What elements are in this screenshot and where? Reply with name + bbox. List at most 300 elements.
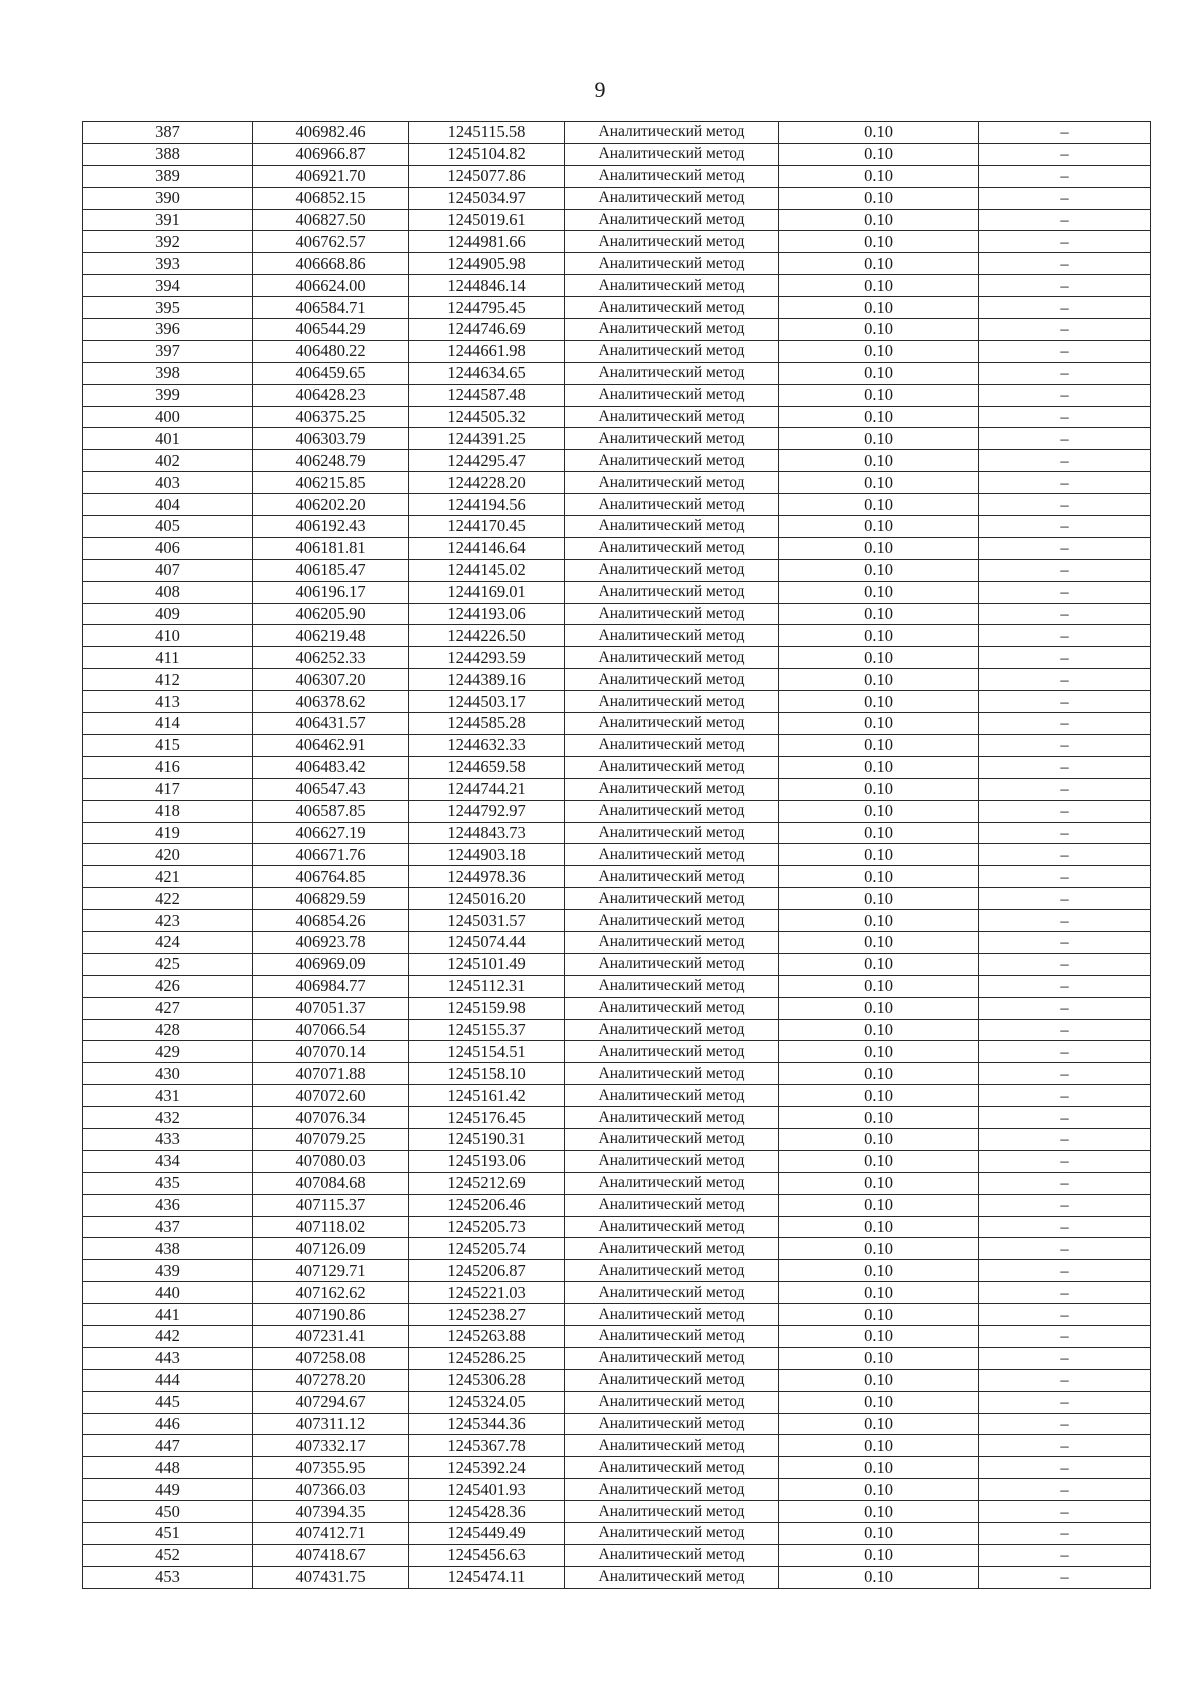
- accuracy-cell: 0.10: [779, 910, 979, 932]
- table-row: [83, 1435, 1151, 1457]
- note-cell: –: [979, 975, 1151, 997]
- method-cell: Аналитический метод: [565, 450, 779, 472]
- y-coordinate-cell: 1244228.20: [409, 472, 565, 494]
- accuracy-cell: 0.10: [779, 647, 979, 669]
- x-coordinate-cell: 406185.47: [253, 559, 409, 581]
- accuracy-cell: 0.10: [779, 275, 979, 297]
- x-coordinate-cell: 406248.79: [253, 450, 409, 472]
- accuracy-cell: 0.10: [779, 581, 979, 603]
- point-number-cell: 401: [83, 428, 253, 450]
- table-row: [83, 340, 1151, 362]
- point-number-cell: 396: [83, 319, 253, 341]
- point-number-cell: 426: [83, 975, 253, 997]
- accuracy-cell: 0.10: [779, 1347, 979, 1369]
- note-cell: –: [979, 472, 1151, 494]
- table-row: [83, 1063, 1151, 1085]
- y-coordinate-cell: 1245344.36: [409, 1413, 565, 1435]
- x-coordinate-cell: 407072.60: [253, 1085, 409, 1107]
- point-number-cell: 448: [83, 1457, 253, 1479]
- method-cell: Аналитический метод: [565, 1347, 779, 1369]
- point-number-cell: 433: [83, 1128, 253, 1150]
- accuracy-cell: 0.10: [779, 1128, 979, 1150]
- table-row: [83, 1523, 1151, 1545]
- note-cell: –: [979, 625, 1151, 647]
- note-cell: –: [979, 494, 1151, 516]
- point-number-cell: 407: [83, 559, 253, 581]
- point-number-cell: 413: [83, 691, 253, 713]
- point-number-cell: 447: [83, 1435, 253, 1457]
- y-coordinate-cell: 1244585.28: [409, 713, 565, 735]
- accuracy-cell: 0.10: [779, 537, 979, 559]
- note-cell: –: [979, 1501, 1151, 1523]
- table-row: [83, 1544, 1151, 1566]
- method-cell: Аналитический метод: [565, 1041, 779, 1063]
- note-cell: –: [979, 362, 1151, 384]
- accuracy-cell: 0.10: [779, 494, 979, 516]
- point-number-cell: 394: [83, 275, 253, 297]
- method-cell: Аналитический метод: [565, 362, 779, 384]
- accuracy-cell: 0.10: [779, 1544, 979, 1566]
- method-cell: Аналитический метод: [565, 713, 779, 735]
- accuracy-cell: 0.10: [779, 1107, 979, 1129]
- note-cell: –: [979, 756, 1151, 778]
- note-cell: –: [979, 910, 1151, 932]
- y-coordinate-cell: 1244659.58: [409, 756, 565, 778]
- point-number-cell: 422: [83, 888, 253, 910]
- table-row: [83, 450, 1151, 472]
- point-number-cell: 449: [83, 1479, 253, 1501]
- method-cell: Аналитический метод: [565, 669, 779, 691]
- method-cell: Аналитический метод: [565, 822, 779, 844]
- table-row: [83, 1479, 1151, 1501]
- note-cell: –: [979, 1457, 1151, 1479]
- method-cell: Аналитический метод: [565, 997, 779, 1019]
- point-number-cell: 412: [83, 669, 253, 691]
- table-row: [83, 209, 1151, 231]
- accuracy-cell: 0.10: [779, 800, 979, 822]
- accuracy-cell: 0.10: [779, 1282, 979, 1304]
- y-coordinate-cell: 1245193.06: [409, 1150, 565, 1172]
- note-cell: –: [979, 603, 1151, 625]
- method-cell: Аналитический метод: [565, 209, 779, 231]
- table-row: [83, 428, 1151, 450]
- y-coordinate-cell: 1244503.17: [409, 691, 565, 713]
- x-coordinate-cell: 407051.37: [253, 997, 409, 1019]
- y-coordinate-cell: 1244226.50: [409, 625, 565, 647]
- table-row: [83, 1238, 1151, 1260]
- x-coordinate-cell: 406252.33: [253, 647, 409, 669]
- table-row: [83, 1260, 1151, 1282]
- x-coordinate-cell: 407084.68: [253, 1172, 409, 1194]
- y-coordinate-cell: 1244746.69: [409, 319, 565, 341]
- table-row: [83, 734, 1151, 756]
- y-coordinate-cell: 1245367.78: [409, 1435, 565, 1457]
- method-cell: Аналитический метод: [565, 1282, 779, 1304]
- x-coordinate-cell: 407231.41: [253, 1325, 409, 1347]
- note-cell: –: [979, 669, 1151, 691]
- accuracy-cell: 0.10: [779, 844, 979, 866]
- method-cell: Аналитический метод: [565, 691, 779, 713]
- x-coordinate-cell: 406827.50: [253, 209, 409, 231]
- table-row: [83, 1107, 1151, 1129]
- accuracy-cell: 0.10: [779, 516, 979, 538]
- x-coordinate-cell: 407418.67: [253, 1544, 409, 1566]
- table-row: [83, 647, 1151, 669]
- y-coordinate-cell: 1244146.64: [409, 537, 565, 559]
- point-number-cell: 408: [83, 581, 253, 603]
- table-row: [83, 319, 1151, 341]
- point-number-cell: 438: [83, 1238, 253, 1260]
- method-cell: Аналитический метод: [565, 1479, 779, 1501]
- point-number-cell: 419: [83, 822, 253, 844]
- method-cell: Аналитический метод: [565, 428, 779, 450]
- accuracy-cell: 0.10: [779, 1085, 979, 1107]
- x-coordinate-cell: 407294.67: [253, 1391, 409, 1413]
- method-cell: Аналитический метод: [565, 1172, 779, 1194]
- accuracy-cell: 0.10: [779, 472, 979, 494]
- note-cell: –: [979, 1019, 1151, 1041]
- table-row: [83, 165, 1151, 187]
- x-coordinate-cell: 406671.76: [253, 844, 409, 866]
- y-coordinate-cell: 1244661.98: [409, 340, 565, 362]
- x-coordinate-cell: 407412.71: [253, 1523, 409, 1545]
- method-cell: Аналитический метод: [565, 559, 779, 581]
- y-coordinate-cell: 1244145.02: [409, 559, 565, 581]
- y-coordinate-cell: 1245238.27: [409, 1304, 565, 1326]
- table-row: [83, 669, 1151, 691]
- y-coordinate-cell: 1245212.69: [409, 1172, 565, 1194]
- table-row: [83, 822, 1151, 844]
- method-cell: Аналитический метод: [565, 122, 779, 144]
- table-row: [83, 866, 1151, 888]
- point-number-cell: 431: [83, 1085, 253, 1107]
- x-coordinate-cell: 406202.20: [253, 494, 409, 516]
- x-coordinate-cell: 407079.25: [253, 1128, 409, 1150]
- table-row: [83, 953, 1151, 975]
- method-cell: Аналитический метод: [565, 1216, 779, 1238]
- table-row: [83, 756, 1151, 778]
- method-cell: Аналитический метод: [565, 1063, 779, 1085]
- accuracy-cell: 0.10: [779, 866, 979, 888]
- table-row: [83, 603, 1151, 625]
- x-coordinate-cell: 406764.85: [253, 866, 409, 888]
- y-coordinate-cell: 1245205.73: [409, 1216, 565, 1238]
- y-coordinate-cell: 1245474.11: [409, 1566, 565, 1588]
- accuracy-cell: 0.10: [779, 253, 979, 275]
- point-number-cell: 390: [83, 187, 253, 209]
- table-row: [83, 975, 1151, 997]
- note-cell: –: [979, 1325, 1151, 1347]
- x-coordinate-cell: 407278.20: [253, 1369, 409, 1391]
- point-number-cell: 451: [83, 1523, 253, 1545]
- note-cell: –: [979, 800, 1151, 822]
- y-coordinate-cell: 1245101.49: [409, 953, 565, 975]
- point-number-cell: 427: [83, 997, 253, 1019]
- y-coordinate-cell: 1245016.20: [409, 888, 565, 910]
- note-cell: –: [979, 1085, 1151, 1107]
- x-coordinate-cell: 406483.42: [253, 756, 409, 778]
- note-cell: –: [979, 1347, 1151, 1369]
- accuracy-cell: 0.10: [779, 1041, 979, 1063]
- y-coordinate-cell: 1245306.28: [409, 1369, 565, 1391]
- table-row: [83, 888, 1151, 910]
- x-coordinate-cell: 406544.29: [253, 319, 409, 341]
- y-coordinate-cell: 1245263.88: [409, 1325, 565, 1347]
- point-number-cell: 398: [83, 362, 253, 384]
- point-number-cell: 439: [83, 1260, 253, 1282]
- x-coordinate-cell: 406624.00: [253, 275, 409, 297]
- method-cell: Аналитический метод: [565, 910, 779, 932]
- x-coordinate-cell: 406852.15: [253, 187, 409, 209]
- accuracy-cell: 0.10: [779, 756, 979, 778]
- method-cell: Аналитический метод: [565, 888, 779, 910]
- x-coordinate-cell: 406215.85: [253, 472, 409, 494]
- method-cell: Аналитический метод: [565, 1260, 779, 1282]
- x-coordinate-cell: 407431.75: [253, 1566, 409, 1588]
- table-row: [83, 559, 1151, 581]
- y-coordinate-cell: 1244634.65: [409, 362, 565, 384]
- accuracy-cell: 0.10: [779, 406, 979, 428]
- point-number-cell: 404: [83, 494, 253, 516]
- y-coordinate-cell: 1245159.98: [409, 997, 565, 1019]
- accuracy-cell: 0.10: [779, 822, 979, 844]
- x-coordinate-cell: 407355.95: [253, 1457, 409, 1479]
- note-cell: –: [979, 406, 1151, 428]
- point-number-cell: 389: [83, 165, 253, 187]
- accuracy-cell: 0.10: [779, 1457, 979, 1479]
- note-cell: –: [979, 734, 1151, 756]
- table-row: [83, 1085, 1151, 1107]
- y-coordinate-cell: 1245034.97: [409, 187, 565, 209]
- point-number-cell: 435: [83, 1172, 253, 1194]
- y-coordinate-cell: 1245019.61: [409, 209, 565, 231]
- x-coordinate-cell: 406966.87: [253, 143, 409, 165]
- method-cell: Аналитический метод: [565, 231, 779, 253]
- accuracy-cell: 0.10: [779, 187, 979, 209]
- method-cell: Аналитический метод: [565, 1566, 779, 1588]
- point-number-cell: 418: [83, 800, 253, 822]
- note-cell: –: [979, 1238, 1151, 1260]
- note-cell: –: [979, 931, 1151, 953]
- page-number: 9: [594, 77, 606, 102]
- y-coordinate-cell: 1245392.24: [409, 1457, 565, 1479]
- x-coordinate-cell: 406219.48: [253, 625, 409, 647]
- method-cell: Аналитический метод: [565, 1457, 779, 1479]
- y-coordinate-cell: 1245401.93: [409, 1479, 565, 1501]
- note-cell: –: [979, 1150, 1151, 1172]
- table-row: [83, 1150, 1151, 1172]
- point-number-cell: 421: [83, 866, 253, 888]
- y-coordinate-cell: 1245221.03: [409, 1282, 565, 1304]
- accuracy-cell: 0.10: [779, 1019, 979, 1041]
- table-row: [83, 800, 1151, 822]
- method-cell: Аналитический метод: [565, 1085, 779, 1107]
- point-number-cell: 444: [83, 1369, 253, 1391]
- x-coordinate-cell: 406921.70: [253, 165, 409, 187]
- x-coordinate-cell: 406375.25: [253, 406, 409, 428]
- method-cell: Аналитический метод: [565, 187, 779, 209]
- accuracy-cell: 0.10: [779, 691, 979, 713]
- y-coordinate-cell: 1244193.06: [409, 603, 565, 625]
- point-number-cell: 397: [83, 340, 253, 362]
- point-number-cell: 414: [83, 713, 253, 735]
- x-coordinate-cell: 406627.19: [253, 822, 409, 844]
- coordinates-table-wrapper: [82, 121, 1151, 1589]
- point-number-cell: 409: [83, 603, 253, 625]
- method-cell: Аналитический метод: [565, 494, 779, 516]
- y-coordinate-cell: 1244903.18: [409, 844, 565, 866]
- method-cell: Аналитический метод: [565, 143, 779, 165]
- x-coordinate-cell: 407066.54: [253, 1019, 409, 1041]
- x-coordinate-cell: 407115.37: [253, 1194, 409, 1216]
- y-coordinate-cell: 1245205.74: [409, 1238, 565, 1260]
- table-row: [83, 275, 1151, 297]
- table-row: [83, 1325, 1151, 1347]
- x-coordinate-cell: 406205.90: [253, 603, 409, 625]
- note-cell: –: [979, 428, 1151, 450]
- point-number-cell: 452: [83, 1544, 253, 1566]
- table-row: [83, 713, 1151, 735]
- method-cell: Аналитический метод: [565, 1501, 779, 1523]
- note-cell: –: [979, 647, 1151, 669]
- point-number-cell: 423: [83, 910, 253, 932]
- y-coordinate-cell: 1245161.42: [409, 1085, 565, 1107]
- note-cell: –: [979, 209, 1151, 231]
- y-coordinate-cell: 1244389.16: [409, 669, 565, 691]
- point-number-cell: 450: [83, 1501, 253, 1523]
- note-cell: –: [979, 822, 1151, 844]
- note-cell: –: [979, 1566, 1151, 1588]
- x-coordinate-cell: 407190.86: [253, 1304, 409, 1326]
- method-cell: Аналитический метод: [565, 1304, 779, 1326]
- accuracy-cell: 0.10: [779, 1063, 979, 1085]
- note-cell: –: [979, 844, 1151, 866]
- method-cell: Аналитический метод: [565, 625, 779, 647]
- note-cell: –: [979, 1128, 1151, 1150]
- y-coordinate-cell: 1244981.66: [409, 231, 565, 253]
- x-coordinate-cell: 406181.81: [253, 537, 409, 559]
- point-number-cell: 453: [83, 1566, 253, 1588]
- accuracy-cell: 0.10: [779, 1325, 979, 1347]
- point-number-cell: 399: [83, 384, 253, 406]
- note-cell: –: [979, 778, 1151, 800]
- accuracy-cell: 0.10: [779, 559, 979, 581]
- table-row: [83, 691, 1151, 713]
- y-coordinate-cell: 1244978.36: [409, 866, 565, 888]
- y-coordinate-cell: 1245154.51: [409, 1041, 565, 1063]
- point-number-cell: 420: [83, 844, 253, 866]
- accuracy-cell: 0.10: [779, 428, 979, 450]
- accuracy-cell: 0.10: [779, 953, 979, 975]
- accuracy-cell: 0.10: [779, 713, 979, 735]
- table-row: [83, 625, 1151, 647]
- x-coordinate-cell: 407126.09: [253, 1238, 409, 1260]
- accuracy-cell: 0.10: [779, 340, 979, 362]
- accuracy-cell: 0.10: [779, 997, 979, 1019]
- x-coordinate-cell: 407080.03: [253, 1150, 409, 1172]
- table-row: [83, 1172, 1151, 1194]
- table-row: [83, 1457, 1151, 1479]
- y-coordinate-cell: 1245324.05: [409, 1391, 565, 1413]
- method-cell: Аналитический метод: [565, 1544, 779, 1566]
- note-cell: –: [979, 691, 1151, 713]
- note-cell: –: [979, 340, 1151, 362]
- note-cell: –: [979, 1260, 1151, 1282]
- table-row: [83, 143, 1151, 165]
- table-row: [83, 253, 1151, 275]
- x-coordinate-cell: 407311.12: [253, 1413, 409, 1435]
- accuracy-cell: 0.10: [779, 734, 979, 756]
- y-coordinate-cell: 1244744.21: [409, 778, 565, 800]
- x-coordinate-cell: 407071.88: [253, 1063, 409, 1085]
- table-row: [83, 122, 1151, 144]
- accuracy-cell: 0.10: [779, 450, 979, 472]
- x-coordinate-cell: 406196.17: [253, 581, 409, 603]
- method-cell: Аналитический метод: [565, 472, 779, 494]
- table-row: [83, 1413, 1151, 1435]
- accuracy-cell: 0.10: [779, 1391, 979, 1413]
- table-row: [83, 1041, 1151, 1063]
- point-number-cell: 402: [83, 450, 253, 472]
- point-number-cell: 403: [83, 472, 253, 494]
- method-cell: Аналитический метод: [565, 1107, 779, 1129]
- method-cell: Аналитический метод: [565, 975, 779, 997]
- method-cell: Аналитический метод: [565, 756, 779, 778]
- y-coordinate-cell: 1244587.48: [409, 384, 565, 406]
- accuracy-cell: 0.10: [779, 778, 979, 800]
- accuracy-cell: 0.10: [779, 625, 979, 647]
- accuracy-cell: 0.10: [779, 603, 979, 625]
- method-cell: Аналитический метод: [565, 297, 779, 319]
- y-coordinate-cell: 1245286.25: [409, 1347, 565, 1369]
- point-number-cell: 432: [83, 1107, 253, 1129]
- method-cell: Аналитический метод: [565, 1150, 779, 1172]
- x-coordinate-cell: 406923.78: [253, 931, 409, 953]
- y-coordinate-cell: 1245176.45: [409, 1107, 565, 1129]
- method-cell: Аналитический метод: [565, 340, 779, 362]
- accuracy-cell: 0.10: [779, 1304, 979, 1326]
- accuracy-cell: 0.10: [779, 1523, 979, 1545]
- method-cell: Аналитический метод: [565, 516, 779, 538]
- note-cell: –: [979, 537, 1151, 559]
- table-row: [83, 187, 1151, 209]
- note-cell: –: [979, 1172, 1151, 1194]
- note-cell: –: [979, 297, 1151, 319]
- y-coordinate-cell: 1245456.63: [409, 1544, 565, 1566]
- method-cell: Аналитический метод: [565, 1435, 779, 1457]
- point-number-cell: 410: [83, 625, 253, 647]
- method-cell: Аналитический метод: [565, 1238, 779, 1260]
- coordinates-table: [82, 121, 1151, 1589]
- note-cell: –: [979, 1435, 1151, 1457]
- method-cell: Аналитический метод: [565, 800, 779, 822]
- method-cell: Аналитический метод: [565, 165, 779, 187]
- method-cell: Аналитический метод: [565, 384, 779, 406]
- accuracy-cell: 0.10: [779, 319, 979, 341]
- note-cell: –: [979, 997, 1151, 1019]
- x-coordinate-cell: 406459.65: [253, 362, 409, 384]
- y-coordinate-cell: 1245112.31: [409, 975, 565, 997]
- note-cell: –: [979, 1282, 1151, 1304]
- point-number-cell: 393: [83, 253, 253, 275]
- table-row: [83, 581, 1151, 603]
- x-coordinate-cell: 407076.34: [253, 1107, 409, 1129]
- note-cell: –: [979, 713, 1151, 735]
- x-coordinate-cell: 407070.14: [253, 1041, 409, 1063]
- accuracy-cell: 0.10: [779, 975, 979, 997]
- note-cell: –: [979, 1107, 1151, 1129]
- note-cell: –: [979, 122, 1151, 144]
